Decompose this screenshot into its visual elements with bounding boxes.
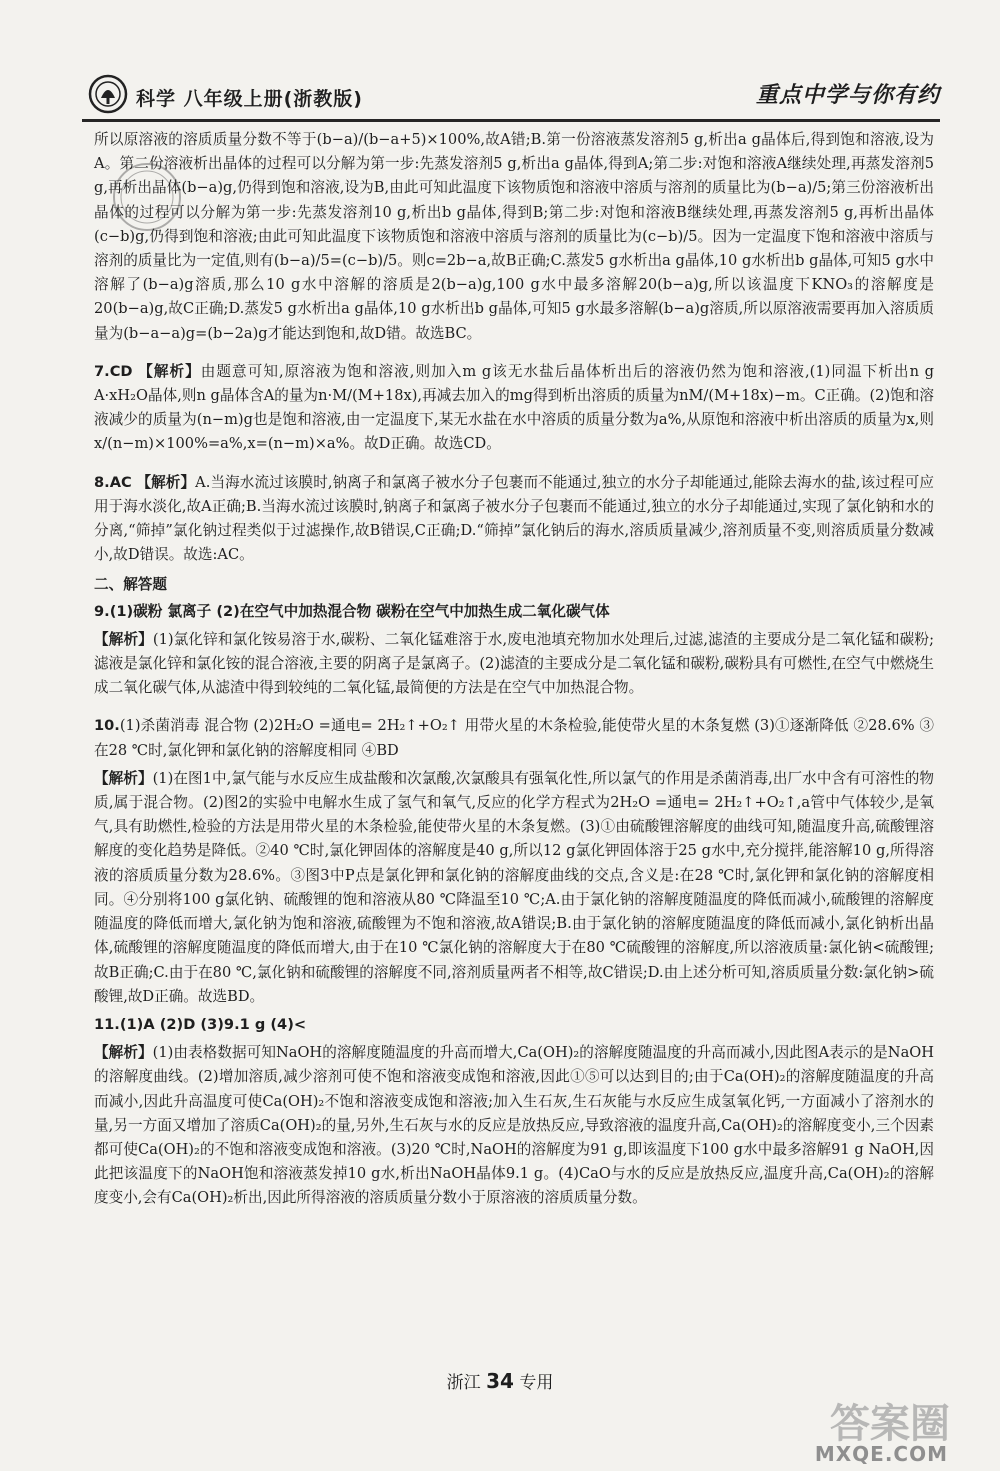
series-title: 重点中学与你有约 [755,83,940,108]
answer-content [94,128,934,1215]
question-number: 11. [94,1015,120,1033]
page-footer [0,1368,1000,1393]
analysis-text: (1)在图1中,氯气能与水反应生成盐酸和次氯酸,次氯酸具有强氧化性,所以氯气的作用是杀菌消毒,出厂水中含有可溶性的物质,属于混合物。(2)图2的实验中电解水生成了氢气和氧气,反应的化学方程式为2H₂O =通电= 2H₂↑+O₂↑,a管中气体较少,是氧气,具有助燃性,检验的方法是用带火星的木条检验,能使带火星的木条复燃。(3)①由硫酸锂溶解度的曲线可知,随温度升高,硫酸锂溶解度的变化趋势是降低。②40 ℃时,氯化钾固体的溶解度是40 g,所以12 g氯化钾固体溶于25 g水中,充分搅拌,能溶解10 g,所得溶液的溶质质量分数为28.6%。③图3中P点是氯化钾和氯化钠的溶解度曲线的交点,含义是:在28 ℃时,氯化钾和氯化钠的溶解度相同。④分别将100 g氯化钠、硫酸锂的饱和溶液从80 ℃降温至10 ℃;A.由于氯化钠的溶解度随温度的降低而减小,硫酸锂的溶解度随温度的降低而增大,氯化钠为饱和溶液,硫酸锂为不饱和溶液,故A错误;B.由于氯化钠的溶解度随温度的降低而减小,氯化钠析出晶体,硫酸锂的溶解度随温度的降低而增大,由于在10 ℃氯化钠的溶解度大于在80 ℃硫酸锂的溶解度,所以溶液质量:氯化钠<硫酸锂;故B正确;C.由于在80 ℃,氯化钠和硫酸锂的溶解度不同,溶剂质量两者不相等,故C错误;D.由上述分析可知,溶质质量分数:氯化钠>硫酸锂,故D正确。故选BD。 [94,769,934,1005]
paragraph-q9-answer [94,600,934,624]
paragraph-q10-analysis [94,767,934,1009]
answer-text: (1)A (2)D (3)9.1 g (4)< [119,1015,307,1033]
footer-prefix: 浙江 [446,1373,481,1393]
page-number: 34 [486,1369,514,1393]
paragraph-q7 [94,360,934,457]
question-number: 10. [94,717,120,735]
paragraph-q11-analysis [94,1041,934,1210]
question-number: 8.AC [94,473,132,491]
analysis-tag: 【解析】 [94,630,153,648]
watermark-logo: 答案圈 [830,1401,950,1447]
question-number: 7.CD [94,362,133,380]
analysis-text: 由题意可知,原溶液为饱和溶液,则加入m g该无水盐后晶体析出后的溶液仍然为饱和溶液,(1)同温下析出n g A·xH₂O晶体,则n g晶体含A的量为n·M/(M+18x),再减去加入的mg得到析出溶质的质量为nM/(M+18x)−m。C正确。(2)饱和溶液减少的质量为(n−m)g也是饱和溶液,由一定温度下,某无水盐在水中溶质的质量分数为a%,从原饱和溶液中析出溶质的质量为x,则x/(n−m)×100%=a%,x=(n−m)×a%。故D正确。故选CD。 [94,362,934,453]
book-subject-title: 科学 八年级上册(浙教版) [136,88,363,110]
analysis-tag: 【解析】 [136,473,196,491]
page-header [82,72,940,122]
answer-text: (1)碳粉 氯离子 (2)在空气中加热混合物 碳粉在空气中加热生成二氧化碳气体 [109,602,610,620]
paragraph-q10-answer [94,714,934,762]
paragraph-q8 [94,471,934,568]
analysis-tag: 【解析】 [138,362,201,380]
question-number: 9. [94,602,110,620]
paragraph-q6-continued: 所以原溶液的溶质质量分数不等于(b−a)/(b−a+5)×100%,故A错;B.第一份溶液蒸发溶剂5 g,析出a g晶体后,得到饱和溶液,设为A。第二份溶液析出晶体的过程可以分解为第一步:先蒸发溶剂5 g,析出a g晶体,得到A;第二步:对饱和溶液A继续处理,再蒸发溶剂5 g,再析出晶体(b−a)g,仍得到饱和溶液,设为B,由此可知此温度下该物质饱和溶液中溶质与溶剂的质量比为(b−a)/5;第三份溶液析出晶体的过程可以分解为第一步:先蒸发溶剂10 g,析出b g晶体,得到B;第二步:对饱和溶液B继续处理,再蒸发溶剂5 g,再析出晶体(c−b)g,仍得到饱和溶液;由此可知此温度下该物质饱和溶液中溶质与溶剂的质量比为(c−b)/5。因为一定温度下饱和溶液中溶质与溶剂的质量比为一定值,则有(b−a)/5=(c−b)/5。则c=2b−a,故B正确;C.蒸发5 g水析出a g晶体,10 g水析出b g晶体,可知5 g水中溶解了(b−a)g溶质,那么10 g水中溶解的溶质是2(b−a)g,100 g水中最多溶解20(b−a)g,所以该温度下KNO₃的溶解度是20(b−a)g,故C正确;D.蒸发5 g水析出a g晶体,10 g水析出b g晶体,可知5 g水最多溶解(b−a)g溶质,所以原溶液需要再加入溶质质量为(b−a−a)g=(b−2a)g才能达到饱和,故D错。故选BC。 [94,131,934,342]
paragraph-q11-answer [94,1013,934,1037]
analysis-tag: 【解析】 [94,1044,153,1062]
analysis-text: A.当海水流过该膜时,钠离子和氯离子被水分子包裹而不能通过,独立的水分子却能通过,能除去海水的盐,该过程可应用于海水淡化,故A正确;B.当海水流过该膜时,钠离子和氯离子被水分子包裹而不能通过,独立的水分子却能通过,实现了氯化钠和水的分离,“筛掉”氯化钠过程类似于过滤操作,故B错误,C正确;D.“筛掉”氯化钠后的海水,溶质质量减少,溶剂质量不变,则溶质质量分数减小,故D错误。故选:AC。 [94,473,934,564]
analysis-text: (1)氯化锌和氯化铵易溶于水,碳粉、二氧化锰难溶于水,废电池填充物加水处理后,过滤,滤渣的主要成分是二氧化锰和碳粉;滤液是氯化锌和氯化铵的混合溶液,主要的阴离子是氯离子。(2)滤渣的主要成分是二氧化锰和碳粉,碳粉具有可燃性,在空气中燃烧生成二氧化碳气体,从滤渣中得到较纯的二氧化锰,最简便的方法是在空气中加热混合物。 [94,630,934,697]
answer-text: (1)杀菌消毒 混合物 (2)2H₂O =通电= 2H₂↑+O₂↑ 用带火星的木条检验,能使带火星的木条复燃 (3)①逐渐降低 ②28.6% ③在28 ℃时,氯化钾和氯化钠的溶解度相同 ④BD [94,717,934,759]
footer-suffix: 专用 [519,1373,554,1393]
analysis-tag: 【解析】 [94,769,153,787]
section-title: 二、解答题 [94,576,167,594]
analysis-text: (1)由表格数据可知NaOH的溶解度随温度的升高而增大,Ca(OH)₂的溶解度随温度的升高而减小,因此图A表示的是NaOH的溶解度曲线。(2)增加溶质,减少溶剂可使不饱和溶液变成饱和溶液,因此①⑤可以达到目的;由于Ca(OH)₂的溶解度随温度的升高而减小,因此升高温度可使Ca(OH)₂不饱和溶液变成饱和溶液;加入生石灰,生石灰能与水反应生成氢氧化钙,一方面减小了溶剂水的量,另一方面又增加了溶质Ca(OH)₂的量,另外,生石灰与水的反应是放热反应,导致溶液的温度升高,Ca(OH)₂的溶解度变小,三个因素都可使Ca(OH)₂的不饱和溶液变成饱和溶液。(3)20 ℃时,NaOH的溶解度为91 g,即该温度下100 g水中最多溶解91 g NaOH,因此把该温度下的NaOH饱和溶液蒸发掉10 g水,析出NaOH晶体9.1 g。(4)CaO与水的反应是放热反应,温度升高,Ca(OH)₂的溶解度变小,会有Ca(OH)₂析出,因此所得溶液的溶质质量分数小于原溶液的溶质质量分数。 [94,1044,934,1207]
paragraph-q9-analysis [94,628,934,701]
header-rule [82,119,940,122]
watermark-url: MXQE.COM [814,1442,948,1466]
school-logo-icon [88,74,128,114]
